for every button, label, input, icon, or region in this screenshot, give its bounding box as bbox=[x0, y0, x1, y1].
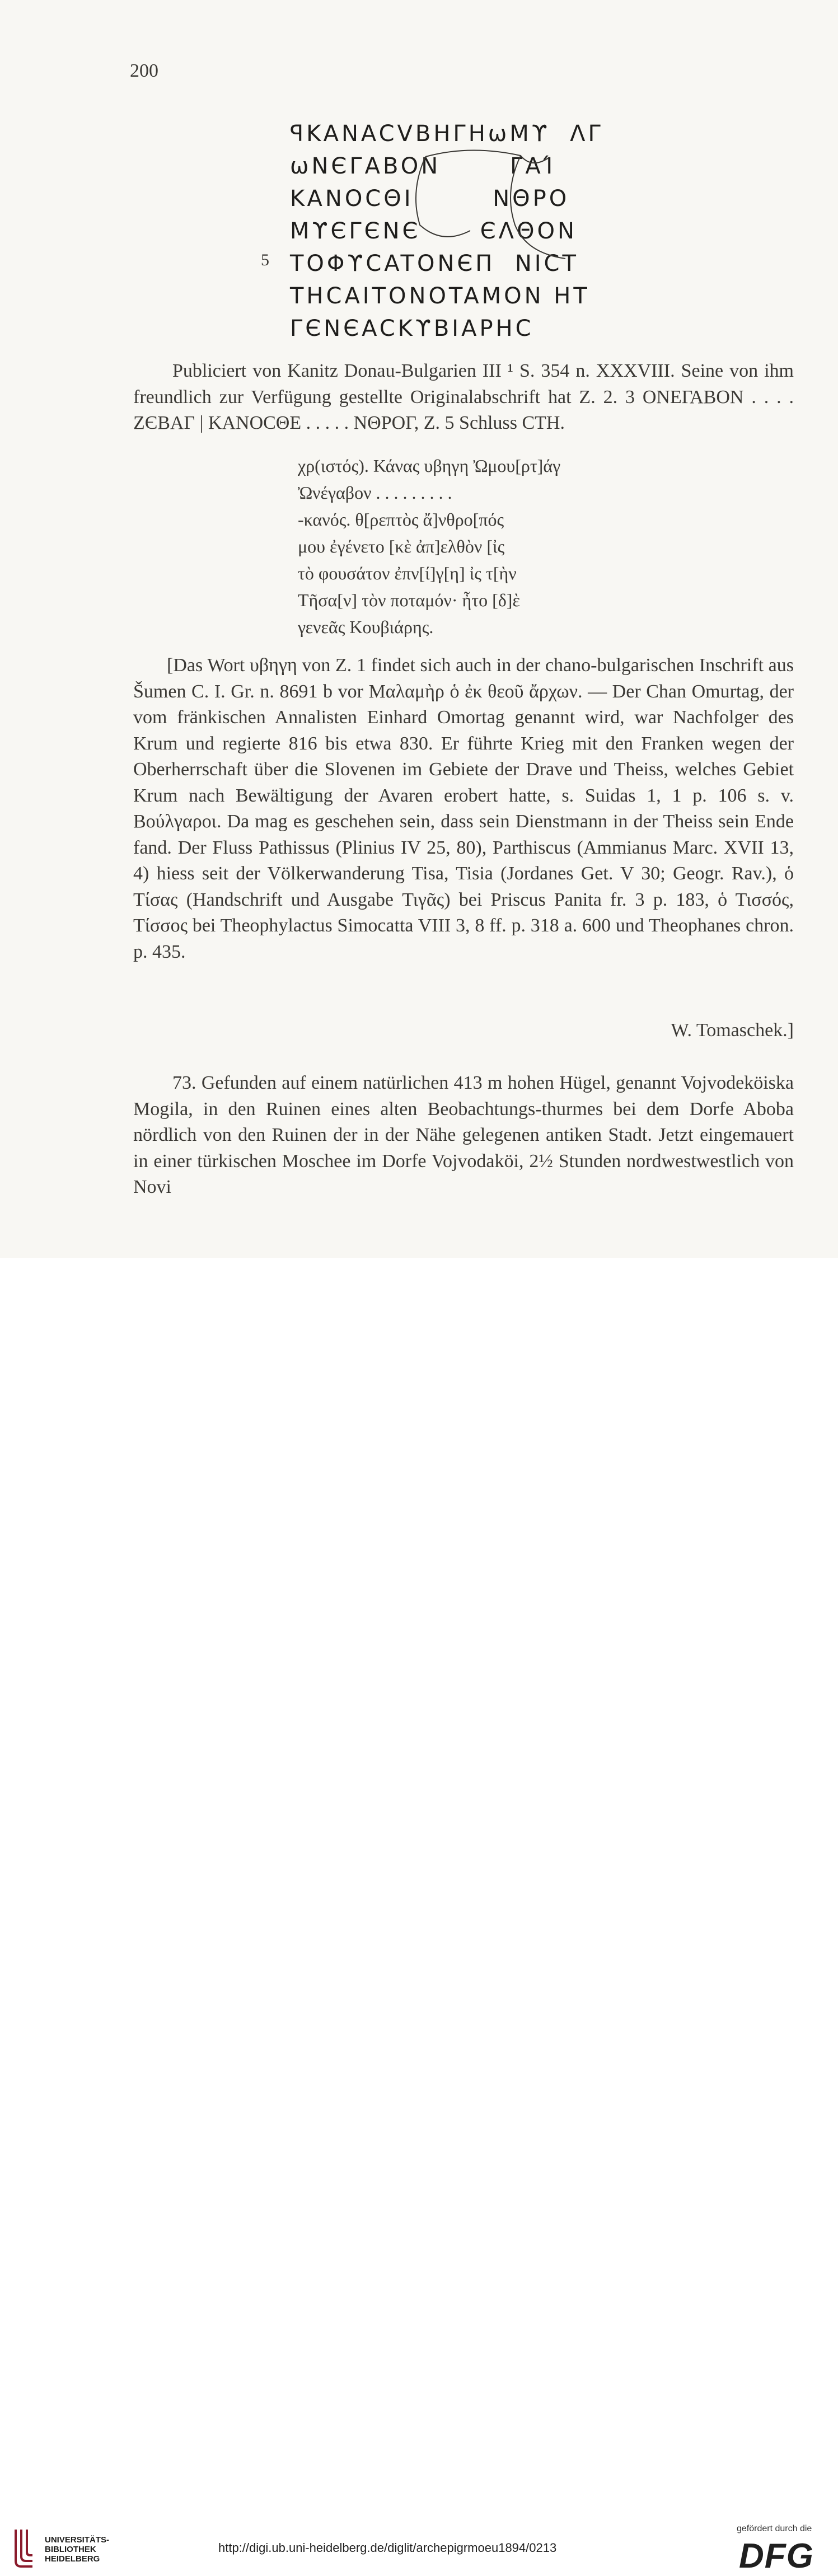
commentary-text: [Das Wort υβηγη von Z. 1 findet sich auch in der chano-bulgarischen Inschrift aus Šumen C. I. Gr. n. 8691 b vor Μαλαμὴρ ὁ ἐκ θεοῦ ἄρχων. — Der Chan Omurtag, der vom fränkischen Annalisten Einhard Omortag genannt wird, war Nachfolger des Krum und regierte 816 bis etwa 830. Er führte Krieg mit den Franken wegen der Oberherrschaft über die Slovenen im Gebiete der Drave und Theiss, welches Gebiet Krum nach Bewältigung der Avaren erobert hatte, s. Suidas 1, 1 p. 106 s. v. Βούλγαροι. Da mag es geschehen sein, dass sein Dienstmann in der Theiss sein Ende fand. Der Fluss Pathissus (Plinius IV 25, 80), Parthiscus (Ammianus Marc. XVII 13, 4) hiess seit der Völkerwanderung Tisa, Tisia (Jordanes Get. V 30; Geogr. Rav.), ὁ Τίσας (Handschrift und Ausgabe Τιγᾶς) bei Priscus Panita fr. 3 p. 183, ὁ Τισσός, Τίσσος bei Theophylactus Simocatta VIII 3, 8 ff. p. 318 a. 600 und Theophanes chron. p. 435. bbox=[133, 655, 794, 962]
inscription-line-7: ΓЄNЄACKϒBIAPHC bbox=[290, 316, 534, 341]
inscription-line-6: THCAITONOTAMON HT bbox=[290, 283, 590, 309]
inscription-line-5: TOΦϒCATONЄΠ NICT bbox=[290, 251, 579, 277]
funding-note: gefördert durch die bbox=[737, 2524, 812, 2533]
commentary-signature: W. Tomaschek.] bbox=[671, 1020, 794, 1041]
publication-note: Publiciert von Kanitz Donau-Bulgarien III ¹ S. 354 n. XXXVIII. Seine von ihm freundlich zur Verfügung gestellte Originalabschrift hat Z. 2. 3 ΟΝΕΓΑΒΟΝ . . . . ΖЄΒΑΓ | ΚΑΝΟCΘΕ . . . . . ΝΘΡΟΓ, Z. 5 Schluss CTH. bbox=[133, 360, 794, 433]
inscription-line-3: KANOCΘI NΘPO bbox=[290, 186, 570, 212]
greek-line-4: μου ἐγένετο [κὲ ἀπ]ελθὸν [ἰς bbox=[298, 536, 505, 556]
library-logo-icon bbox=[10, 2527, 41, 2575]
greek-line-6: Τῆσα[ν] τὸν ποταμόν· ἦτο [δ]ὲ bbox=[298, 590, 520, 610]
inscription-line-number: 5 bbox=[261, 251, 269, 269]
library-name bbox=[45, 2535, 109, 2564]
greek-line-5: τὸ φουσάτον ἐπν[ί]γ[η] ἰς τ[ὴν bbox=[298, 563, 517, 583]
library-line-1: UNIVERSITÄTS- bbox=[45, 2535, 110, 2545]
commentary-paragraph bbox=[133, 653, 794, 965]
library-line-2: BIBLIOTHEK bbox=[45, 2545, 96, 2554]
entry-73: 73. Gefunden auf einem natürlichen 413 m hohen Hügel, genannt Vojvodeköiska Mogila, in den Ruinen eines alten Beobachtungs-thurmes bei dem Dorfe Aboba nördlich von den Ruinen der in der Nähe gelegenen antiken Stadt. Jetzt eingemauert in einer türkischen Moschee im Dorfe Vojvodaköi, 2½ Stunden nordwestwestlich von Novi bbox=[133, 1072, 794, 1197]
greek-line-2: Ὠνέγαβον . . . . . . . . . bbox=[298, 483, 452, 503]
stone-damage-outline bbox=[403, 147, 588, 275]
inscription-line-4: MϒЄΓЄNЄ ЄΛΘON bbox=[290, 218, 577, 244]
greek-line-1: χρ(ιστός). Κάνας υβηγη Ὠμου[ρτ]άγ bbox=[298, 456, 561, 476]
greek-transcription bbox=[298, 452, 734, 640]
permalink-url[interactable]: http://digi.ub.uni-heidelberg.de/diglit/archepigrmoeu1894/0213 bbox=[218, 2541, 557, 2555]
dfg-logo: DFG bbox=[739, 2537, 814, 2575]
scanned-page bbox=[0, 0, 838, 1258]
library-line-3: HEIDELBERG bbox=[45, 2554, 100, 2564]
inscription-line-2: ωNЄΓABON ΓΑΊ bbox=[290, 153, 556, 179]
footer-bar bbox=[0, 1258, 838, 2575]
greek-line-3: -κανός. θ[ρεπτὸς ἄ]νθρο[πός bbox=[298, 509, 504, 530]
inscription-line-1: ꟼKANACVBHΓHωMϒ ΛΓ bbox=[290, 121, 603, 147]
greek-line-7: γενεᾶς Κουβιάρης. bbox=[298, 617, 434, 637]
page-number: 200 bbox=[130, 60, 158, 81]
